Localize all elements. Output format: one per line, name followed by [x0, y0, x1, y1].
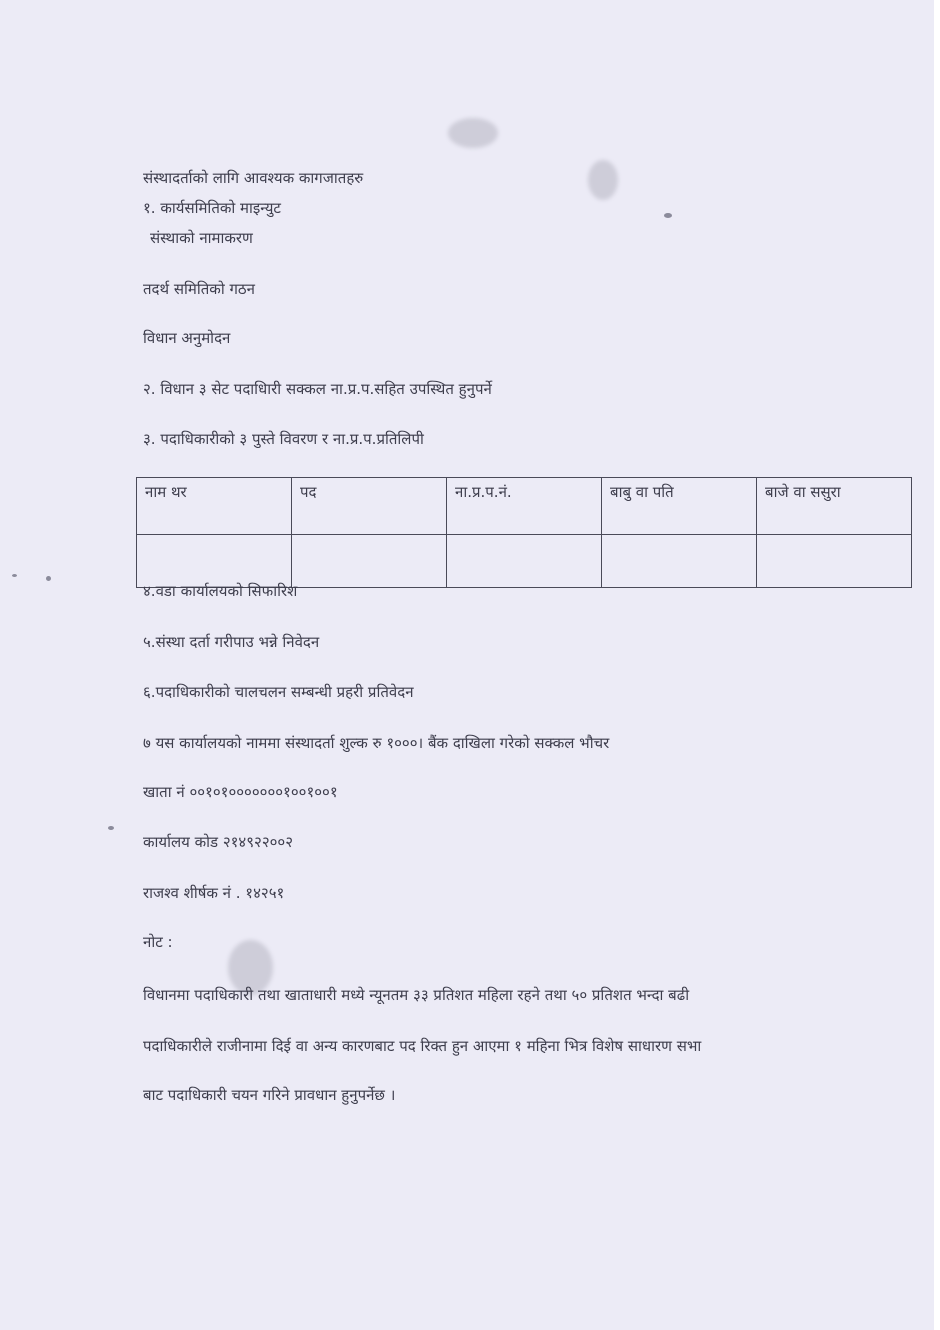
note-paragraph-line-1: विधानमा पदाधिकारी तथा खाताधारी मध्ये न्यूनतम ३३ प्रतिशत महिला रहने तथा ५० प्रतिशत भन्दा बढी: [143, 986, 690, 1004]
item-1-sub-adhoc-committee: तदर्थ समितिको गठन: [143, 280, 255, 298]
account-number: खाता नं ००१०१०००००००१००१००१: [143, 783, 338, 801]
ink-speck: [664, 213, 672, 218]
ink-speck: [108, 826, 114, 830]
table-row: [137, 535, 912, 588]
table-header-cell: बाबु वा पति: [602, 478, 757, 535]
table-cell: [757, 535, 912, 588]
item-2: २. विधान ३ सेट पदाधिारी सक्कल ना.प्र.प.सहित उपस्थित हुनुपर्ने: [143, 380, 492, 398]
table-cell: [292, 535, 447, 588]
office-code: कार्यालय कोड २१४९२२००२: [143, 833, 294, 851]
note-paragraph-line-3: बाट पदाधिकारी चयन गरिने प्रावधान हुनुपर्नेछ ।: [143, 1086, 396, 1104]
note-paragraph-line-2: पदाधिकारीले राजीनामा दिई वा अन्य कारणबाट पद रिक्त हुन आएमा १ महिना भित्र विशेष साधारण सभा: [143, 1037, 702, 1055]
item-1-sub-statute-approval: विधान अनुमोदन: [143, 329, 231, 347]
item-6: ६.पदाधिकारीको चालचलन सम्बन्धी प्रहरी प्रतिवेदन: [143, 683, 414, 701]
note-label: नोट :: [143, 933, 173, 951]
table-header-cell: पद: [292, 478, 447, 535]
table-header-cell: नाम थर: [137, 478, 292, 535]
revenue-heading-number: राजश्व शीर्षक नं . १४२५१: [143, 884, 285, 902]
item-7: ७ यस कार्यालयको नाममा संस्थादर्ता शुल्क रु १०००। बैंक दाखिला गरेको सक्कल भौचर: [143, 734, 610, 752]
table-cell: [602, 535, 757, 588]
table-cell: [447, 535, 602, 588]
item-5: ५.संस्था दर्ता गरीपाउ भन्ने निवेदन: [143, 633, 320, 651]
table-header-cell: बाजे वा ससुरा: [757, 478, 912, 535]
ink-smudge: [588, 160, 618, 200]
table-header-row: [137, 478, 912, 535]
document-heading: संस्थादर्ताको लागि आवश्यक कागजातहरु: [143, 169, 364, 187]
item-3: ३. पदाधिकारीको ३ पुस्ते विवरण र ना.प्र.प.प्रतिलिपी: [143, 430, 424, 448]
item-1-sub-naming: संस्थाको नामाकरण: [150, 229, 253, 247]
ink-smudge: [448, 118, 498, 148]
item-4: ४.वडा कार्यालयको सिफारिश: [143, 582, 298, 600]
ink-speck: [46, 576, 51, 581]
ink-speck: [12, 574, 17, 577]
item-1: १. कार्यसमितिको माइन्युट: [143, 199, 281, 217]
officials-details-table: [136, 477, 912, 588]
table-header-cell: ना.प्र.प.नं.: [447, 478, 602, 535]
table-cell: [137, 535, 292, 588]
